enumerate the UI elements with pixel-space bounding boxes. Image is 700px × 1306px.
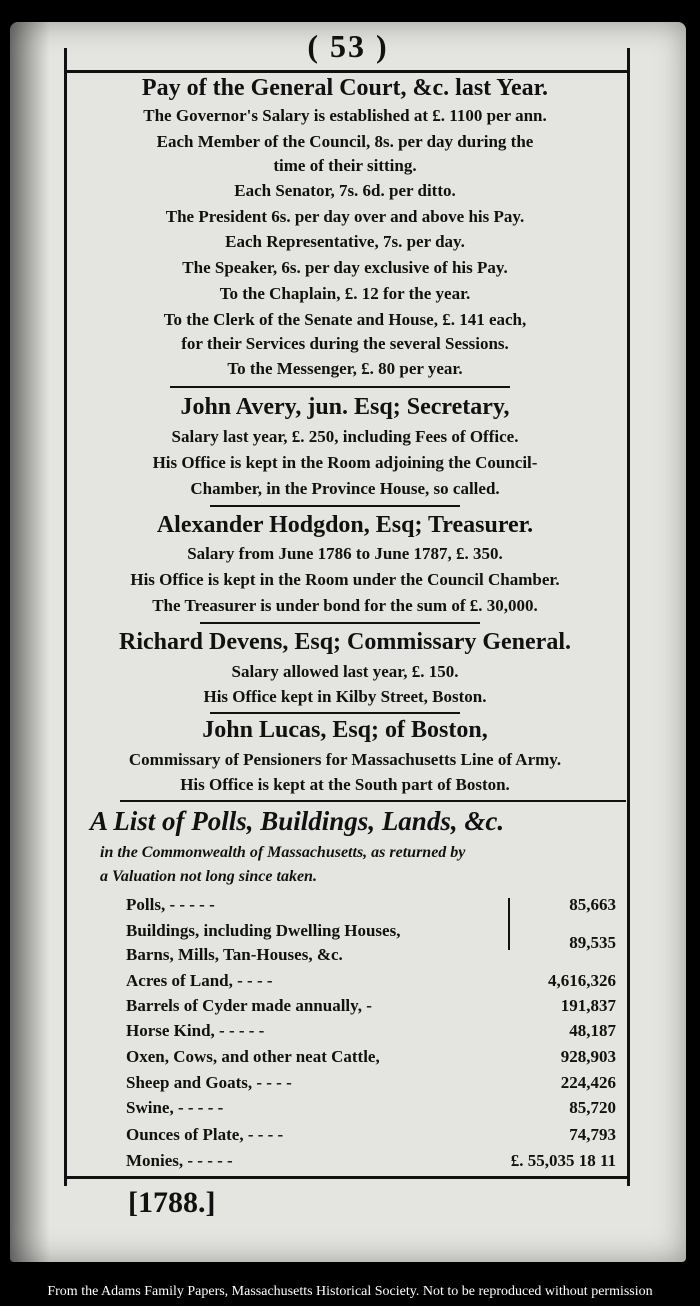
- pay-line: for their Services during the several Sessions.: [181, 334, 509, 353]
- officer-line: Chamber, in the Province House, so called.: [190, 479, 500, 498]
- officer-line: Salary last year, £. 250, including Fees of Office.: [171, 427, 519, 446]
- row-value: 224,426: [560, 1073, 616, 1092]
- row-value: 85,663: [569, 895, 616, 914]
- row-value: 85,720: [569, 1098, 616, 1117]
- row-label: Barrels of Cyder made annually, -: [126, 996, 372, 1015]
- row-value: 74,793: [569, 1125, 616, 1144]
- row-label: Oxen, Cows, and other neat Cattle,: [126, 1047, 380, 1066]
- pay-line: Each Member of the Council, 8s. per day during the: [156, 132, 534, 151]
- pay-line: time of their sitting.: [273, 156, 417, 175]
- row-label: Barns, Mills, Tan-Houses, &c.: [126, 945, 343, 964]
- row-value: 928,903: [560, 1047, 616, 1066]
- officer-line: Salary from June 1786 to June 1787, £. 350.: [187, 544, 503, 563]
- copyright-footer: From the Adams Family Papers, Massachusetts Historical Society. Not to be reproduced without permission: [47, 1284, 653, 1299]
- pay-line: The Speaker, 6s. per day exclusive of his Pay.: [182, 258, 508, 277]
- row-value: 48,187: [569, 1021, 616, 1040]
- list-title: A List of Polls, Buildings, Lands, &c.: [90, 806, 505, 836]
- row-label: Horse Kind, - - - - -: [126, 1021, 265, 1040]
- year-stamp: [1788.]: [128, 1186, 216, 1219]
- pay-line: To the Chaplain, £. 12 for the year.: [219, 284, 471, 303]
- page-number: ( 53 ): [307, 28, 389, 64]
- pay-section-title: Pay of the General Court, &c. last Year.: [141, 75, 549, 101]
- row-label: Swine, - - - - -: [126, 1098, 224, 1117]
- officer-line: His Office is kept in the Room under the Council Chamber.: [130, 570, 560, 589]
- bottom-rule: [64, 1176, 630, 1179]
- pay-line: To the Messenger, £. 80 per year.: [227, 359, 463, 378]
- list-subtitle: a Valuation not long since taken.: [100, 868, 317, 885]
- officer-heading-secretary: John Avery, jun. Esq; Secretary,: [180, 394, 510, 420]
- pay-line: To the Clerk of the Senate and House, £. 141 each,: [163, 310, 527, 329]
- officer-heading-pensioners: John Lucas, Esq; of Boston,: [202, 717, 488, 743]
- row-value: £. 55,035 18 11: [510, 1151, 616, 1170]
- row-label: Acres of Land, - - - -: [126, 971, 273, 990]
- officer-line: Commissary of Pensioners for Massachusetts Line of Army.: [128, 750, 562, 769]
- pay-line: The President 6s. per day over and above his Pay.: [165, 207, 525, 226]
- officer-line: The Treasurer is under bond for the sum of £. 30,000.: [152, 596, 538, 615]
- officer-line: His Office kept in Kilby Street, Boston.: [203, 687, 487, 706]
- page-shadow: [10, 22, 50, 1262]
- top-rule: [64, 70, 630, 73]
- brace: [508, 898, 510, 950]
- section-rule: [120, 800, 626, 802]
- row-label: Sheep and Goats, - - - -: [126, 1073, 292, 1092]
- row-label: Buildings, including Dwelling Houses,: [126, 921, 401, 940]
- pay-line: Each Senator, 7s. 6d. per ditto.: [234, 181, 456, 200]
- pay-line: The Governor's Salary is established at £. 1100 per ann.: [143, 106, 547, 125]
- row-label: Polls, - - - - -: [126, 895, 215, 914]
- officer-heading-treasurer: Alexander Hodgdon, Esq; Treasurer.: [156, 512, 534, 538]
- section-rule: [170, 386, 510, 388]
- section-rule: [210, 505, 460, 507]
- pay-line: Each Representative, 7s. per day.: [225, 232, 465, 251]
- row-value: 4,616,326: [548, 971, 616, 990]
- row-label: Monies, - - - - -: [126, 1151, 233, 1170]
- section-rule: [210, 712, 460, 714]
- row-value: 191,837: [560, 996, 616, 1015]
- section-rule: [200, 622, 480, 624]
- officer-line: His Office is kept at the South part of Boston.: [180, 775, 510, 794]
- officer-heading-commissary: Richard Devens, Esq; Commissary General.: [119, 629, 571, 655]
- officer-line: Salary allowed last year, £. 150.: [231, 662, 459, 681]
- row-value: 89,535: [569, 933, 616, 952]
- officer-line: His Office is kept in the Room adjoining the Council-: [152, 453, 538, 472]
- list-subtitle: in the Commonwealth of Massachusetts, as returned by: [100, 844, 466, 861]
- row-label: Ounces of Plate, - - - -: [126, 1125, 284, 1144]
